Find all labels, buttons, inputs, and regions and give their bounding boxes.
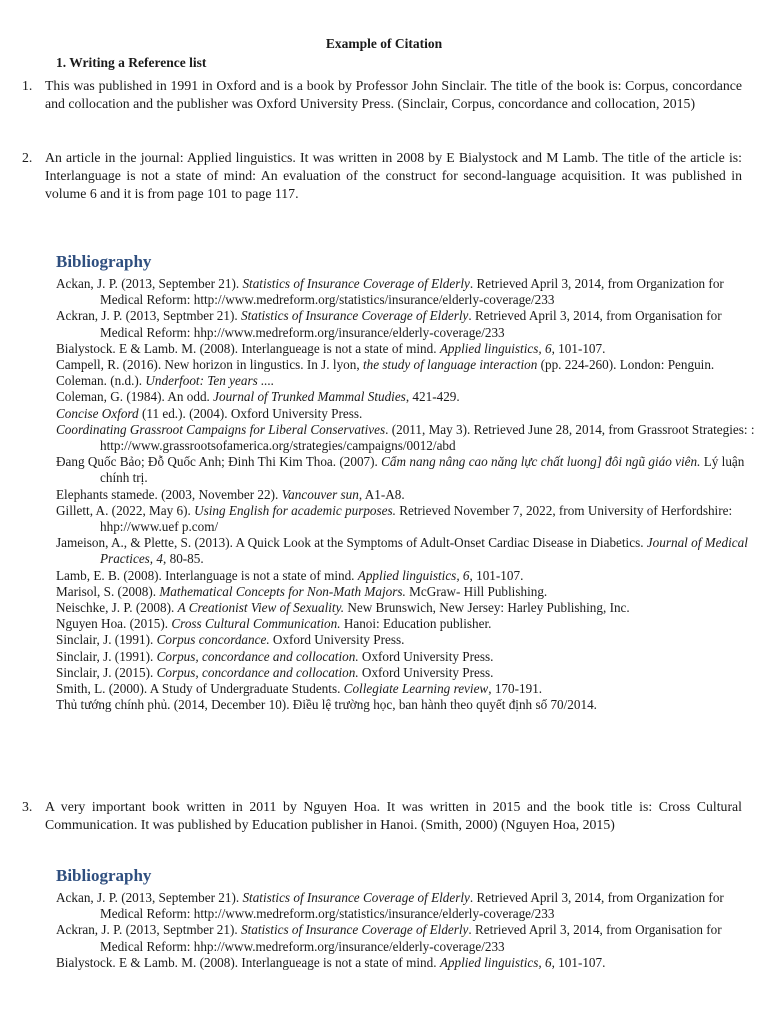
entry-text: Sinclair, J. (1991). <box>56 632 157 648</box>
entry-text: . Retrieved April 3, 2014, from Organization for Medical Reform: http://www.medreform.org/statistics/insurance/elderly-coverage/233 <box>100 276 724 308</box>
bibliography-entry <box>56 584 756 600</box>
exercise-text: A very important book written in 2011 by Nguyen Hoa. It was written in 2015 and the book title is: Cross Cultural Communication. It was published by Education publisher in Hanoi. (Smith, 2000) (Nguyen Hoa, 2015) <box>45 799 742 832</box>
entry-text: Coleman. (n.d.). <box>56 373 146 389</box>
entry-text: , 101-107. <box>469 567 524 583</box>
entry-text: Đang Quốc Bảo; Đỗ Quốc Anh; Đinh Thi Kim Thoa. (2007). <box>56 454 382 470</box>
entry-title-italic: Applied linguistics, 6 <box>439 340 552 356</box>
bibliography-entry <box>56 406 756 422</box>
entry-text: Sinclair, J. (2015). <box>56 664 157 680</box>
entry-text: . Retrieved April 3, 2014, from Organisation for Medical Reform: hhp://www.medreform.org/insurance/elderly-coverage/233 <box>100 922 722 954</box>
entry-title-italic: Mathematical Concepts for Non-Math Majors. <box>159 583 406 599</box>
exercise-text: An article in the journal: Applied linguistics. It was written in 2008 by E Bialystock and M Lamb. The title of the article is: Interlanguage is not a state of mind: An evaluation of the construct for second-language acquisition. It was published in volume 6 and it is from page 101 to page 117. <box>45 150 742 201</box>
entry-title-italic: Corpus concordance. <box>156 632 270 648</box>
entry-text: Oxford University Press. <box>358 664 494 680</box>
entry-title-italic: the study of language interaction <box>362 357 538 373</box>
bibliography-entry <box>56 616 756 632</box>
bibliography-entry <box>56 665 756 681</box>
entry-title-italic: Collegiate Learning review <box>343 681 489 697</box>
bibliography-entry <box>56 308 756 340</box>
entry-text: Lamb, E. B. (2008). Interlanguage is not a state of mind. <box>56 567 358 583</box>
bibliography-entry <box>56 389 756 405</box>
entry-title-italic: Coordinating Grassroot Campaigns for Liberal Conservatives <box>56 421 386 437</box>
entry-title-italic: Journal of Trunked Mammal Studies <box>213 389 406 405</box>
entry-text: Marisol, S. (2008). <box>56 583 160 599</box>
entry-text: , 101-107. <box>551 340 606 356</box>
entry-text: Campell, R. (2016). New horizon in lingustics. In J. lyon, <box>56 357 363 373</box>
section-heading: 1. Writing a Reference list <box>56 55 207 70</box>
entry-text: . Retrieved April 3, 2014, from Organization for Medical Reform: http://www.medreform.org/statistics/insurance/elderly-coverage/233 <box>100 890 724 922</box>
entry-text: McGraw- Hill Publishing. <box>405 583 548 599</box>
exercise-item <box>22 77 742 113</box>
entry-text: (pp. 224-260). London: Penguin. <box>537 357 715 373</box>
document-title: Example of Citation <box>325 36 443 51</box>
entry-text: Coleman, G. (1984). An odd. <box>56 389 214 405</box>
entry-text: , 101-107. <box>551 954 606 970</box>
entry-text: Thủ tướng chính phủ. (2014, December 10). Điều lệ trường học, ban hành theo quyết định số 70/2014. <box>56 697 597 713</box>
exercise-item <box>22 798 742 834</box>
entry-title-italic: Cross Cultural Communication. <box>171 616 341 632</box>
entry-title-italic: Applied linguistics, 6 <box>357 567 470 583</box>
entry-title-italic: Vancouver sun <box>281 486 359 502</box>
bibliography-entry <box>56 341 756 357</box>
bibliography-heading: Bibliography <box>56 866 152 885</box>
bibliography-entry <box>56 600 756 616</box>
bibliography-entry <box>56 681 756 697</box>
bibliography-entry <box>56 535 756 567</box>
entry-title-italic: Journal of Medical Practices, 4 <box>100 535 748 567</box>
entry-title-italic: Cẩm nang nâng cao năng lực chất luong] đôi ngũ giáo viên. <box>381 454 701 470</box>
entry-text: Gillett, A. (2022, May 6). <box>56 502 195 518</box>
entry-title-italic: Concise Oxford <box>56 405 139 421</box>
entry-title-italic: Applied linguistics, 6 <box>439 954 552 970</box>
entry-text: Ackran, J. P. (2013, Septmber 21). <box>56 308 241 324</box>
entry-text: Smith, L. (2000). A Study of Undergraduate Students. <box>56 681 344 697</box>
bibliography-entry <box>56 697 756 713</box>
bibliography-entry <box>56 422 756 454</box>
entry-title-italic: Statistics of Insurance Coverage of Elderly <box>240 308 469 324</box>
entry-text: , 80-85. <box>163 551 204 567</box>
bibliography-entry <box>56 568 756 584</box>
entry-title-italic: Underfoot: Ten years .... <box>145 373 275 389</box>
entry-text: Hanoi: Education publisher. <box>340 616 492 632</box>
entry-title-italic: A Creationist View of Sexuality. <box>177 600 345 616</box>
entry-title-italic: Corpus, concordance and collocation. <box>156 648 359 664</box>
entry-text: Bialystock. E & Lamb. M. (2008). Interlangueage is not a state of mind. <box>56 340 440 356</box>
bibliography-entry <box>56 276 756 308</box>
entry-text: Retrieved November 7, 2022, from University of Herfordshire: hhp://www.uef p.com/ <box>100 502 733 535</box>
entry-text: . Retrieved April 3, 2014, from Organisation for Medical Reform: hhp://www.medreform.org/insurance/elderly-coverage/233 <box>100 308 722 340</box>
entry-title-italic: Statistics of Insurance Coverage of Elderly <box>242 276 470 291</box>
entry-title-italic: Using English for academic purposes. <box>194 502 396 518</box>
bibliography-list <box>56 276 756 713</box>
exercise-item <box>22 149 742 203</box>
entry-title-italic: Corpus, concordance and collocation. <box>156 664 359 680</box>
bibliography-entry <box>56 632 756 648</box>
entry-text: Bialystock. E & Lamb. M. (2008). Interlangueage is not a state of mind. <box>56 954 440 970</box>
bibliography-entry <box>56 487 756 503</box>
bibliography-entry <box>56 373 756 389</box>
bibliography-entry <box>56 890 756 922</box>
bibliography-entry <box>56 454 756 486</box>
entry-text: , 421-429. <box>405 389 460 405</box>
entry-text: Oxford University Press. <box>358 648 494 664</box>
entry-text: (11 ed.). (2004). Oxford University Press. <box>138 405 363 421</box>
entry-title-italic: Statistics of Insurance Coverage of Elderly <box>242 890 470 905</box>
entry-text: Nguyen Hoa. (2015). <box>56 616 172 632</box>
entry-text: Neischke, J. P. (2008). <box>56 600 178 616</box>
entry-text: . (2011, May 3). Retrieved June 28, 2014, from Grassroot Strategies: : http://www.grassrootsofamerica.org/strategies/campaigns/0012/abd <box>100 421 755 454</box>
entry-title-italic: Statistics of Insurance Coverage of Elderly <box>240 922 469 938</box>
bibliography-list <box>56 890 756 971</box>
entry-text: Sinclair, J. (1991). <box>56 648 157 664</box>
bibliography-entry <box>56 649 756 665</box>
bibliography-heading: Bibliography <box>56 252 152 271</box>
bibliography-entry <box>56 922 756 954</box>
entry-text: Ackran, J. P. (2013, Septmber 21). <box>56 922 241 938</box>
entry-text: New Brunswich, New Jersey: Harley Publishing, Inc. <box>344 600 630 616</box>
entry-text: Lý luận chính trị. <box>100 454 745 486</box>
exercise-number: 3. <box>22 799 33 814</box>
exercise-text: This was published in 1991 in Oxford and is a book by Professor John Sinclair. The title of the book is: Corpus, concordance and collocation and the publisher was Oxford University Press. (Sinclair, Corpus, concordance and collocation, 2015) <box>45 78 742 111</box>
bibliography-entry <box>56 503 756 535</box>
entry-text: Ackan, J. P. (2013, September 21). <box>56 276 243 291</box>
entry-text: , A1-A8. <box>358 486 405 502</box>
entry-text: Oxford University Press. <box>269 632 405 648</box>
entry-text: Ackan, J. P. (2013, September 21). <box>56 890 243 905</box>
exercise-number: 1. <box>22 78 33 93</box>
entry-text: Jameison, A., & Plette, S. (2013). A Quick Look at the Symptoms of Adult-Onset Cardiac Disease in Diabetics. <box>56 535 647 551</box>
entry-text: Elephants stamede. (2003, November 22). <box>56 486 282 502</box>
exercise-number: 2. <box>22 150 33 165</box>
entry-text: , 170-191. <box>488 681 543 697</box>
bibliography-entry <box>56 357 756 373</box>
bibliography-entry <box>56 955 756 971</box>
